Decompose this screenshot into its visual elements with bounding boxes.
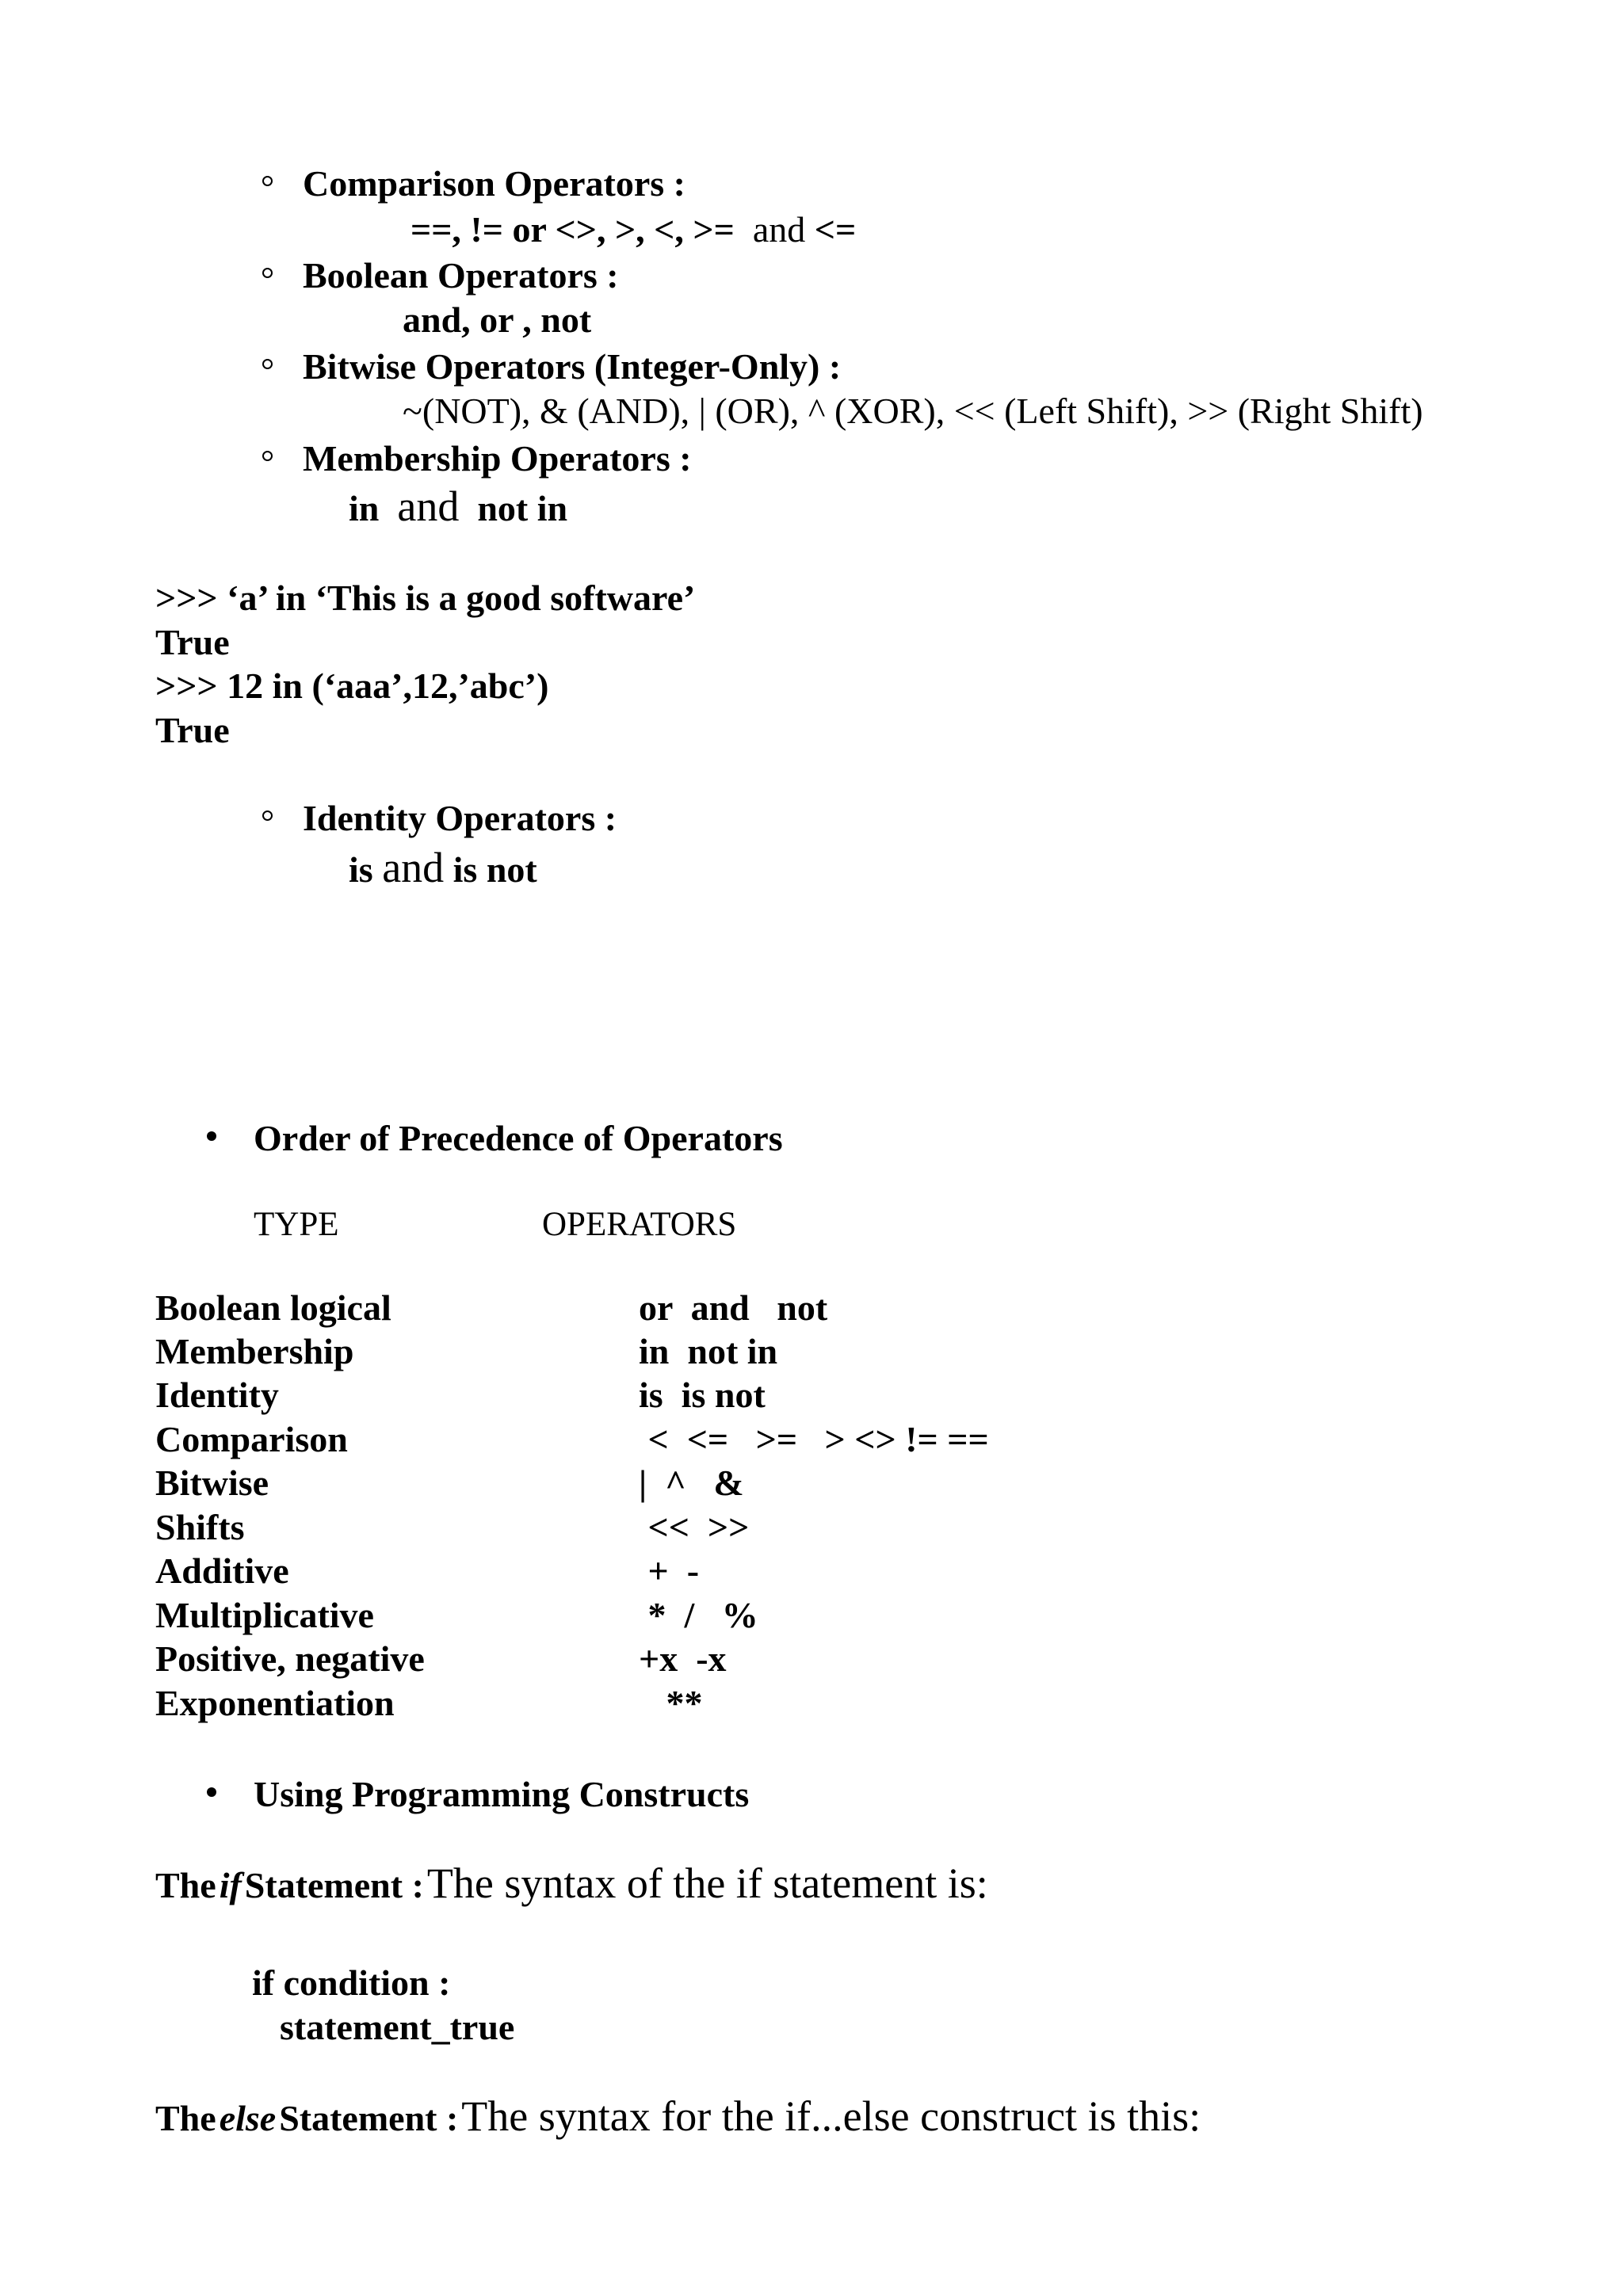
if-description: The syntax of the if statement is: bbox=[426, 1859, 988, 1907]
precedence-heading: Order of Precedence of Operators bbox=[254, 1118, 783, 1158]
sub-bullet-circle bbox=[262, 810, 273, 821]
precedence-row-type: Positive, negative bbox=[155, 1638, 425, 1679]
sub-bullet-circle bbox=[262, 268, 273, 278]
example-output: True bbox=[155, 710, 230, 750]
precedence-row-ops: ** bbox=[639, 1683, 703, 1723]
membership-not-in: not in bbox=[477, 488, 568, 528]
precedence-row-ops: is is not bbox=[639, 1375, 766, 1415]
if-code-line: statement_true bbox=[280, 2007, 515, 2047]
precedence-col-operators: OPERATORS bbox=[542, 1206, 737, 1243]
bitwise-operators-title: Bitwise Operators (Integer-Only) : bbox=[303, 346, 842, 387]
if-code-line: if condition : bbox=[252, 1962, 451, 2003]
if-label-pre: The bbox=[155, 1865, 216, 1905]
identity-and-word: and bbox=[382, 844, 445, 891]
precedence-row-type: Identity bbox=[155, 1375, 279, 1415]
membership-operators-list bbox=[349, 482, 568, 530]
identity-operators-list bbox=[349, 846, 537, 889]
else-label-pre: The bbox=[155, 2098, 216, 2138]
constructs-heading: Using Programming Constructs bbox=[254, 1774, 750, 1814]
if-statement-line bbox=[155, 1859, 988, 1907]
precedence-row-ops: or and not bbox=[639, 1287, 828, 1328]
comparison-operators-symbols: ==, != or <>, >, <, >= bbox=[411, 209, 735, 250]
identity-operators-title: Identity Operators : bbox=[303, 798, 617, 838]
membership-and-word: and bbox=[397, 482, 460, 530]
precedence-row-type: Comparison bbox=[155, 1419, 348, 1459]
else-statement-line bbox=[155, 2092, 1201, 2140]
boolean-operators-title: Boolean Operators : bbox=[303, 255, 619, 296]
comparison-operators-list bbox=[411, 209, 857, 250]
bitwise-operators-list: ~(NOT), & (AND), | (OR), ^ (XOR), << (Left Shift), >> (Right Shift) bbox=[403, 391, 1423, 431]
precedence-col-type: TYPE bbox=[254, 1206, 339, 1243]
else-description: The syntax for the if...else construct is this: bbox=[461, 2092, 1201, 2140]
precedence-row-ops: +x -x bbox=[639, 1638, 727, 1679]
bullet-dot bbox=[207, 1131, 216, 1141]
precedence-row-type: Exponentiation bbox=[155, 1683, 395, 1723]
else-label-post: Statement : bbox=[279, 2098, 459, 2138]
if-keyword: if bbox=[219, 1865, 242, 1905]
bullet-dot bbox=[207, 1787, 216, 1797]
precedence-row-ops: < <= >= > <> != == bbox=[639, 1419, 989, 1459]
precedence-row-type: Multiplicative bbox=[155, 1595, 374, 1635]
example-line: >>> ‘a’ in ‘This is a good software’ bbox=[155, 578, 696, 618]
precedence-row-type: Membership bbox=[155, 1331, 354, 1371]
sub-bullet-circle bbox=[262, 359, 273, 369]
comparison-operators-title: Comparison Operators : bbox=[303, 163, 685, 204]
precedence-row-ops: | ^ & bbox=[639, 1463, 744, 1503]
precedence-row-type: Bitwise bbox=[155, 1463, 269, 1503]
sub-bullet-circle bbox=[262, 451, 273, 461]
precedence-row-ops: + - bbox=[639, 1550, 700, 1591]
comparison-and-word: and bbox=[752, 209, 806, 250]
example-line: >>> 12 in (‘aaa’,12,’abc’) bbox=[155, 666, 549, 706]
boolean-operators-list: and, or , not bbox=[403, 299, 592, 340]
precedence-row-ops: << >> bbox=[639, 1507, 750, 1547]
else-keyword: else bbox=[219, 2098, 277, 2138]
example-output: True bbox=[155, 622, 230, 662]
precedence-row-ops: * / % bbox=[639, 1595, 758, 1635]
precedence-row-ops: in not in bbox=[639, 1331, 778, 1371]
precedence-row-type: Shifts bbox=[155, 1507, 245, 1547]
membership-in: in bbox=[349, 488, 380, 528]
membership-operators-title: Membership Operators : bbox=[303, 438, 692, 479]
identity-is: is bbox=[349, 849, 373, 890]
if-label-post: Statement : bbox=[244, 1865, 424, 1905]
comparison-last-symbol: <= bbox=[814, 209, 857, 250]
precedence-row-type: Additive bbox=[155, 1550, 289, 1591]
identity-is-not: is not bbox=[453, 849, 537, 890]
sub-bullet-circle bbox=[262, 176, 273, 186]
precedence-row-type: Boolean logical bbox=[155, 1287, 391, 1328]
